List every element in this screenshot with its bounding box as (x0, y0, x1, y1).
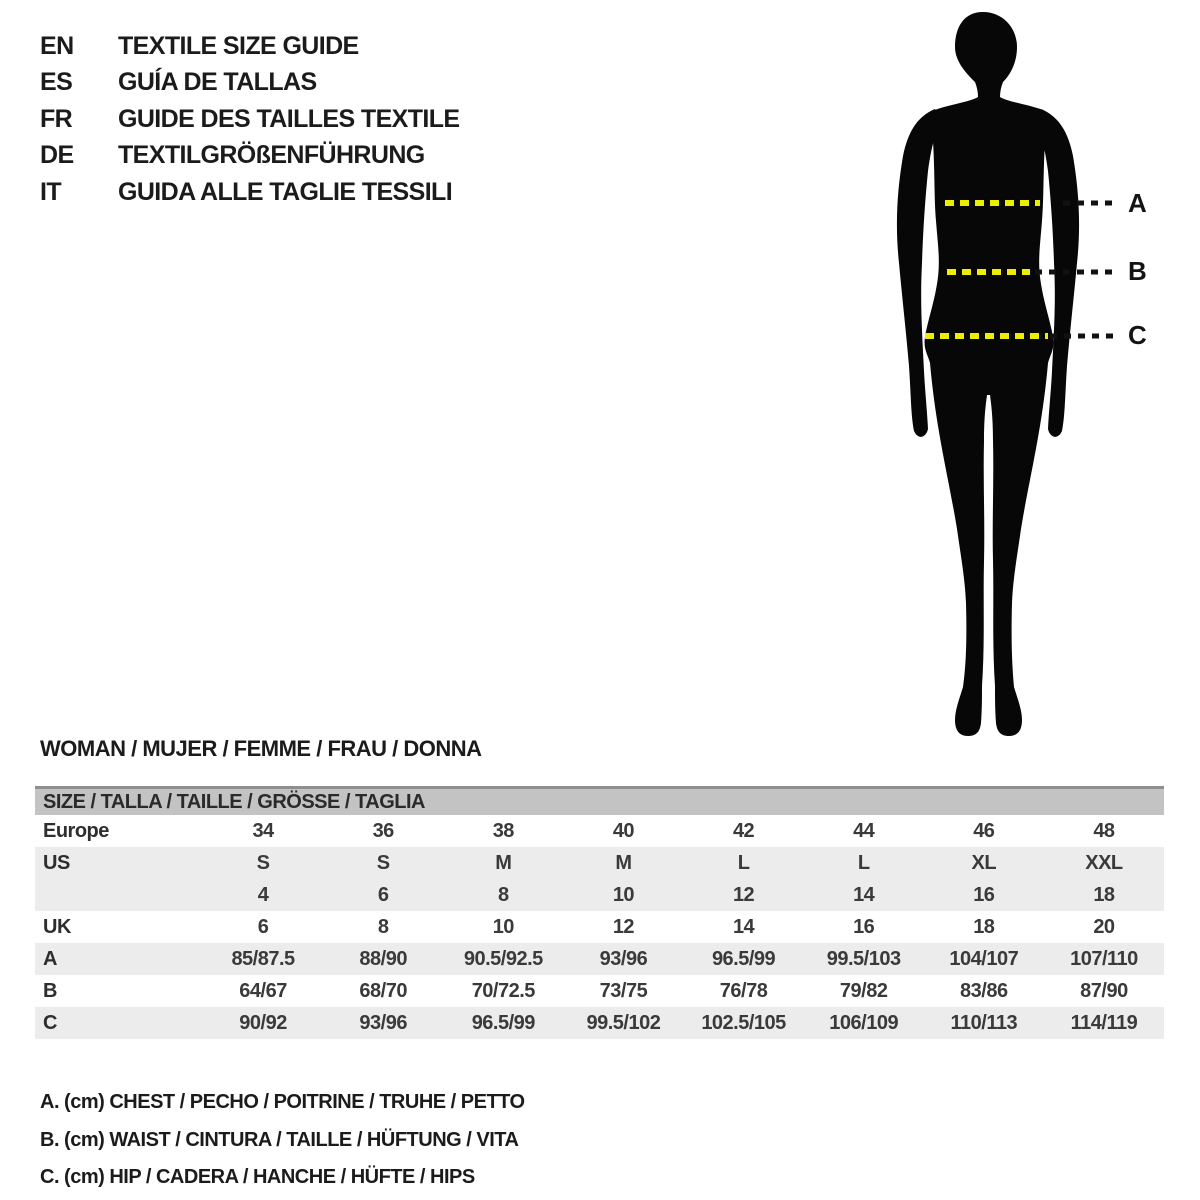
lang-title: TEXTILGRÖßENFÜHRUNG (118, 141, 425, 170)
size-value: 76/78 (719, 979, 768, 1002)
table-row-a (35, 943, 1164, 975)
size-value: 107/110 (1070, 947, 1138, 970)
size-value: 87/90 (1080, 979, 1128, 1002)
size-value: 70/72.5 (471, 979, 535, 1002)
row-label: Europe (43, 819, 109, 842)
marker-label-chest: A (1128, 188, 1147, 218)
body-silhouette (925, 12, 1054, 736)
size-value: 14 (732, 915, 755, 938)
lang-code: EN (40, 31, 74, 60)
table-row-b (35, 975, 1164, 1007)
size-value: 46 (973, 819, 995, 842)
size-value: 8 (377, 915, 389, 938)
size-value: XL (971, 851, 997, 874)
size-value: 38 (492, 819, 514, 842)
size-value: 110/113 (950, 1011, 1018, 1034)
lang-row-es (40, 65, 460, 102)
table-row-uk (35, 911, 1164, 943)
row-label: B (43, 979, 57, 1002)
size-value: 16 (973, 883, 995, 906)
size-value: 64/67 (239, 979, 287, 1002)
lang-row-de (40, 138, 460, 175)
row-label: A (43, 947, 57, 970)
size-value: 102.5/105 (701, 1011, 786, 1034)
size-value: S (256, 851, 270, 874)
size-value: 6 (377, 883, 389, 906)
size-value: M (615, 851, 632, 874)
size-value: 73/75 (599, 979, 648, 1002)
size-value: 44 (853, 819, 875, 842)
size-value: 10 (492, 915, 514, 938)
table-row-us-num (35, 879, 1164, 911)
size-value: 6 (257, 915, 269, 938)
size-value: 18 (1093, 883, 1115, 906)
marker-label-hip: C (1128, 320, 1147, 350)
size-value: 48 (1093, 819, 1115, 842)
table-row-c (35, 1007, 1164, 1039)
size-value: 83/86 (960, 979, 1008, 1002)
lang-row-en (40, 28, 460, 65)
size-value: 93/96 (599, 947, 648, 970)
left-arm-silhouette (897, 109, 938, 437)
row-label: US (43, 851, 70, 874)
size-value: 106/109 (829, 1011, 899, 1034)
woman-silhouette-figure (850, 0, 1200, 760)
legend-item-chest: A. (cm) CHEST / PECHO / POITRINE / TRUHE / PETTO (40, 1091, 525, 1114)
size-value: 36 (372, 819, 394, 842)
lang-title: GUÍA DE TALLAS (118, 68, 317, 97)
size-value: 96.5/99 (471, 1011, 535, 1034)
size-value: 96.5/99 (711, 947, 776, 970)
marker-label-waist: B (1128, 256, 1147, 286)
size-value: M (495, 851, 512, 874)
size-value: 20 (1093, 915, 1115, 938)
size-value: 114/119 (1070, 1011, 1138, 1034)
lang-code: ES (40, 68, 73, 97)
table-row-europe (35, 815, 1164, 847)
legend-item-hip: C. (cm) HIP / CADERA / HANCHE / HÜFTE / HIPS (40, 1166, 475, 1189)
row-label: C (43, 1011, 57, 1034)
size-value: L (857, 851, 870, 874)
size-value: 10 (612, 883, 635, 906)
size-value: L (737, 851, 750, 874)
lang-code: FR (40, 104, 73, 133)
size-value: 34 (252, 819, 274, 842)
row-label: UK (43, 915, 71, 938)
size-value: 99.5/103 (826, 947, 901, 970)
measure-legend (40, 1084, 525, 1197)
size-value: 85/87.5 (231, 947, 295, 970)
language-title-block (40, 28, 460, 211)
size-value: 40 (612, 819, 635, 842)
size-value: 4 (257, 883, 269, 906)
size-value: 79/82 (839, 979, 888, 1002)
size-value: 93/96 (359, 1011, 407, 1034)
size-value: 104/107 (949, 947, 1019, 970)
section-title-woman: WOMAN / MUJER / FEMME / FRAU / DONNA (40, 736, 482, 761)
size-value: 12 (612, 915, 635, 938)
size-table-header: SIZE / TALLA / TAILLE / GRÖSSE / TAGLIA (35, 786, 1164, 815)
size-value: 18 (973, 915, 995, 938)
size-value: 90/92 (239, 1011, 287, 1034)
lang-code: IT (40, 177, 62, 206)
legend-item-waist: B. (cm) WAIST / CINTURA / TAILLE / HÜFTUNG / VITA (40, 1128, 519, 1151)
size-value: 88/90 (359, 947, 407, 970)
lang-title: TEXTILE SIZE GUIDE (118, 31, 359, 60)
lang-title: GUIDE DES TAILLES TEXTILE (118, 104, 460, 133)
lang-code: DE (40, 141, 74, 170)
size-value: 90.5/92.5 (463, 947, 543, 970)
size-value: 14 (853, 883, 875, 906)
size-value: 99.5/102 (586, 1011, 661, 1034)
size-value: 68/70 (359, 979, 407, 1002)
size-value: 8 (498, 883, 509, 906)
size-value: S (376, 851, 390, 874)
lang-row-it (40, 174, 460, 211)
size-value: 16 (853, 915, 875, 938)
table-row-us (35, 847, 1164, 879)
size-value: XXL (1085, 851, 1123, 874)
lang-row-fr (40, 101, 460, 138)
lang-title: GUIDA ALLE TAGLIE TESSILI (118, 177, 453, 206)
size-value: 42 (732, 819, 755, 842)
size-table (35, 786, 1164, 1039)
size-value: 12 (732, 883, 755, 906)
